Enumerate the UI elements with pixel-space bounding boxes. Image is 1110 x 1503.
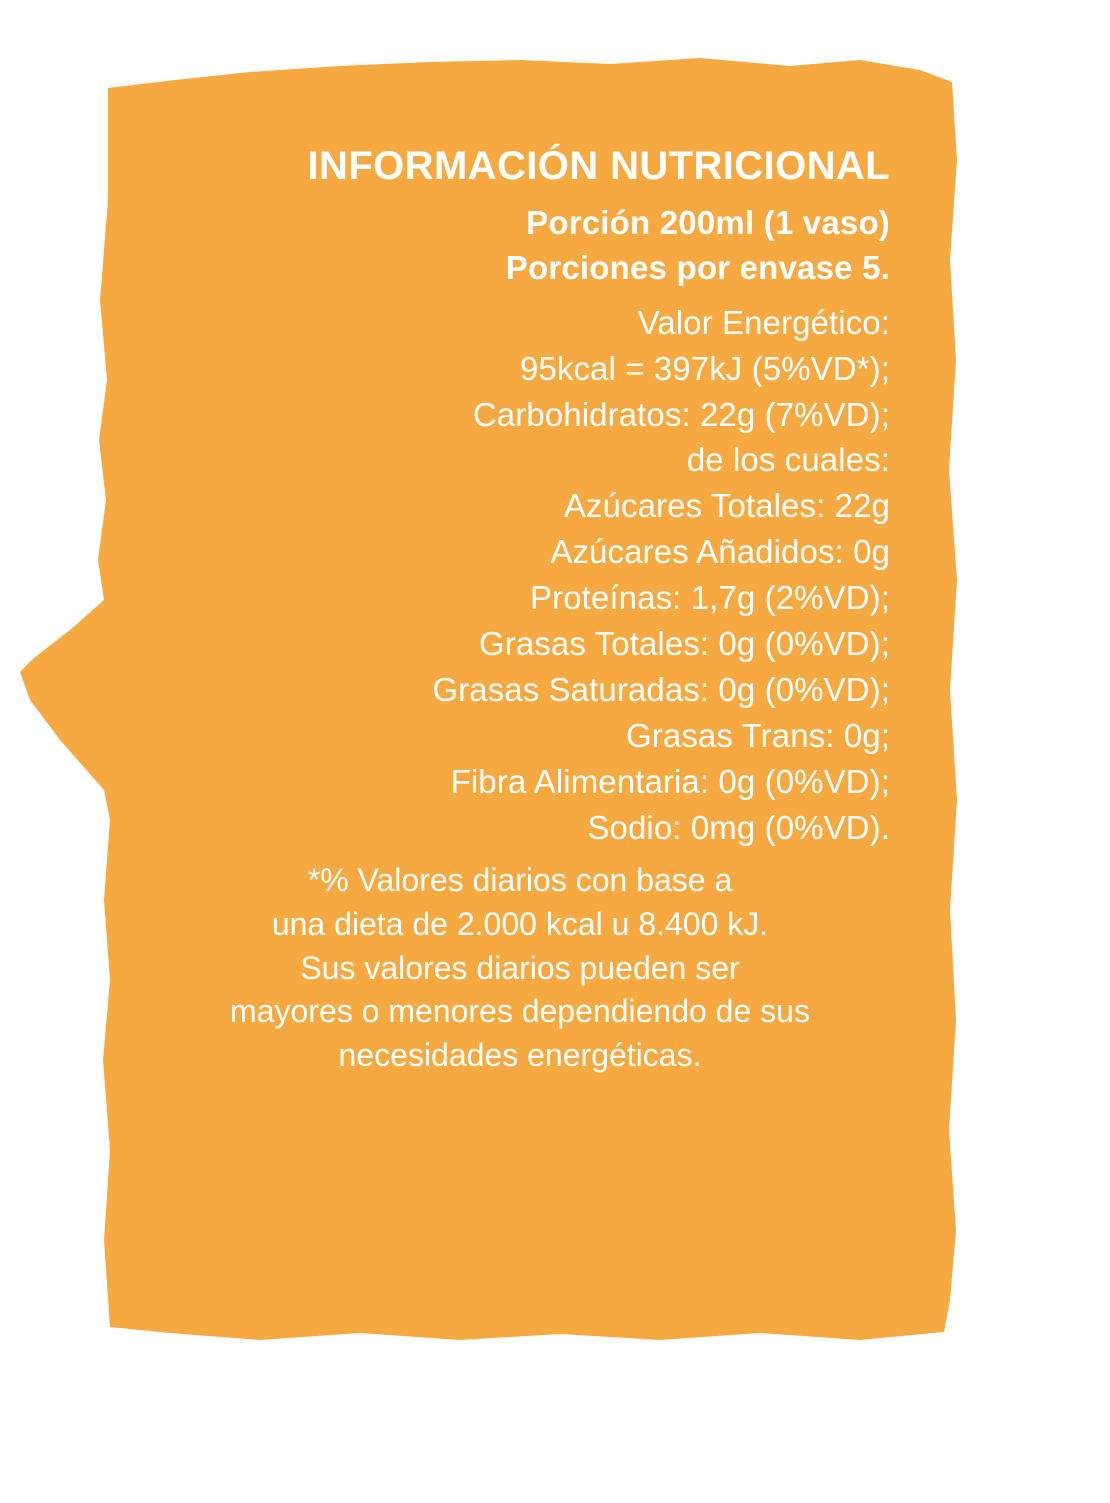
- nutrient-line: Azúcares Totales: 22g: [563, 487, 890, 525]
- servings-per-container: Porciones por envase 5.: [505, 248, 890, 286]
- nutrient-line: Grasas Totales: 0g (0%VD);: [479, 625, 890, 663]
- nutrient-line: Proteínas: 1,7g (2%VD);: [530, 579, 890, 617]
- nutrient-line: de los cuales:: [686, 441, 890, 479]
- nutrient-line: Grasas Trans: 0g;: [626, 716, 890, 754]
- footnote-line: una dieta de 2.000 kcal u 8.400 kJ.: [271, 905, 769, 942]
- footnote-line: Sus valores diarios pueden ser: [300, 949, 740, 986]
- footnote-line: necesidades energéticas.: [338, 1036, 702, 1073]
- footnote-line: *% Valores diarios con base a: [307, 862, 733, 899]
- nutrient-line: Grasas Saturadas: 0g (0%VD);: [432, 670, 890, 708]
- serving-size: Porción 200ml (1 vaso): [526, 204, 890, 241]
- nutrition-text-block: [150, 140, 890, 1077]
- nutrient-line: Sodio: 0mg (0%VD).: [587, 808, 890, 846]
- nutrient-line: 95kcal = 397kJ (5%VD*);: [519, 349, 890, 387]
- nutrient-line: Fibra Alimentaria: 0g (0%VD);: [450, 762, 890, 800]
- nutrient-line: Carbohidratos: 22g (7%VD);: [472, 395, 890, 433]
- nutrient-line: Valor Energético:: [637, 303, 890, 341]
- footnote-line: mayores o menores dependiendo de sus: [230, 993, 810, 1030]
- nutrient-line: Azúcares Añadidos: 0g: [550, 533, 890, 571]
- label-title: INFORMACIÓN NUTRICIONAL: [307, 144, 890, 188]
